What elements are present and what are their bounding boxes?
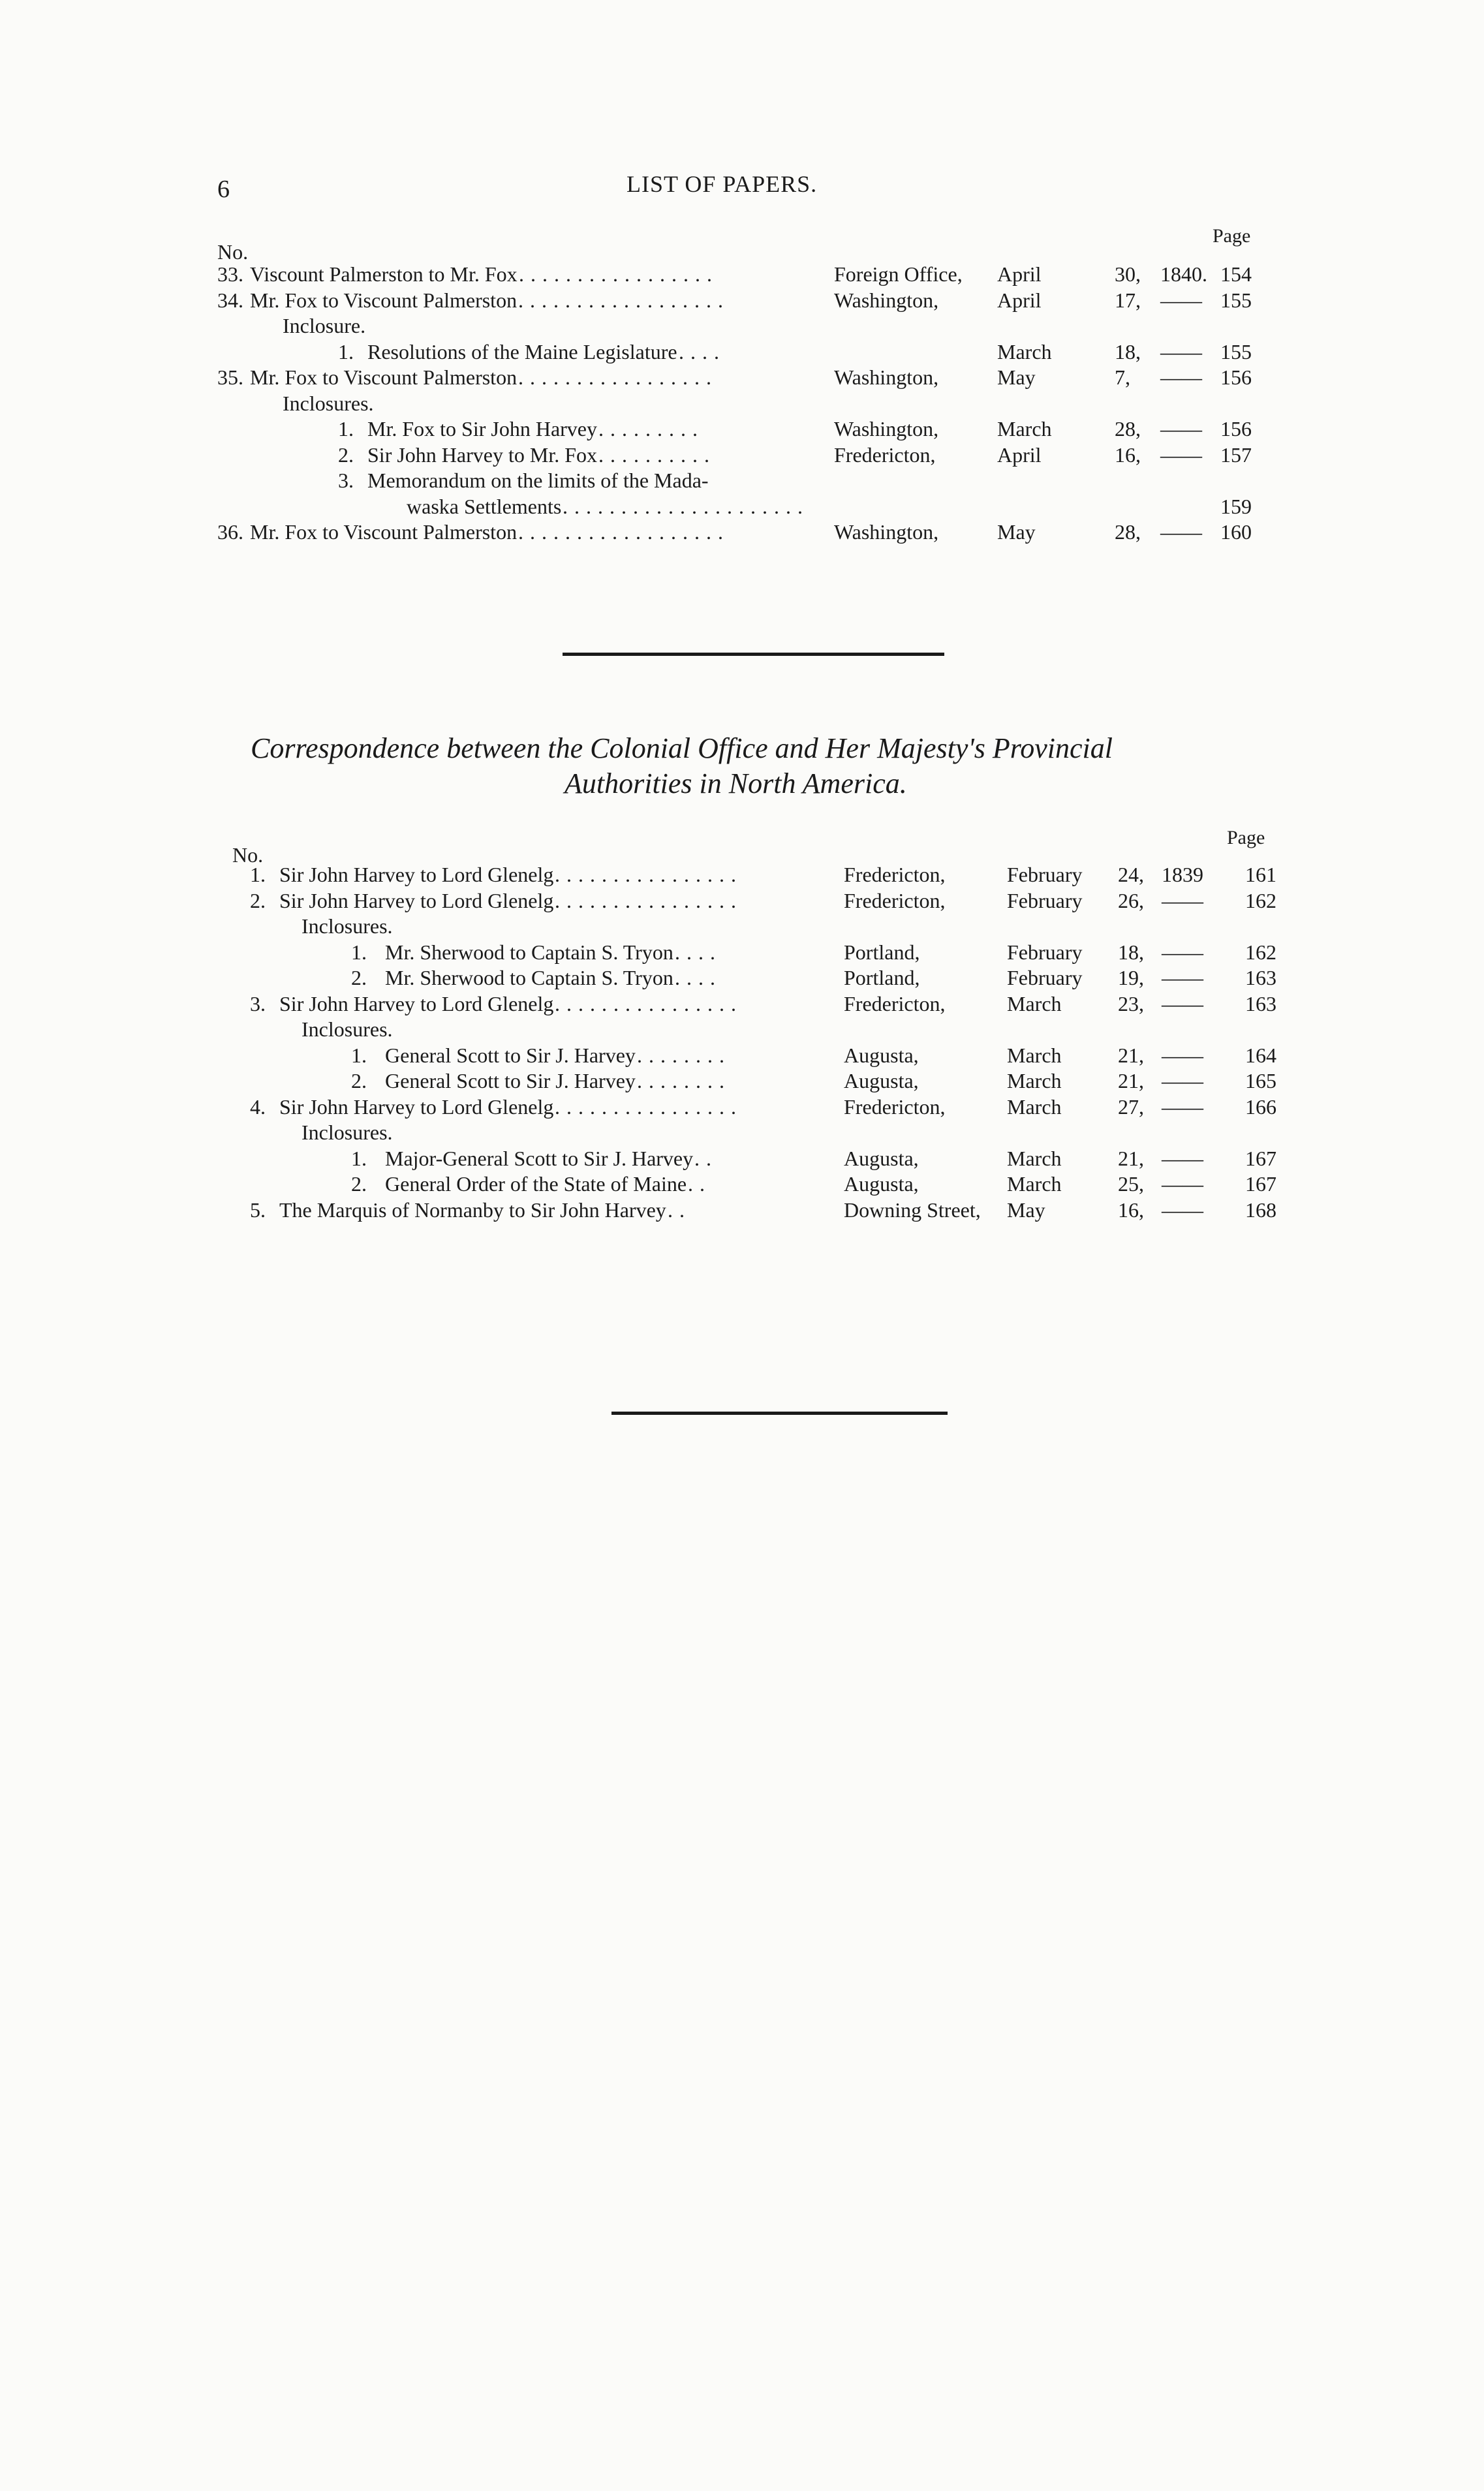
list-entry (0, 261, 1484, 287)
entry-day: 21, (1118, 1146, 1144, 1170)
entry-title: General Order of the State of Maine (385, 1172, 687, 1196)
list-entry (0, 1171, 1484, 1197)
inclosure-label: Inclosures. (301, 914, 393, 938)
entry-month: May (997, 520, 1036, 544)
leader-dots: . . . . . . . . . . (598, 442, 710, 467)
list-entry (0, 442, 1484, 468)
entry-place: Downing Street, (844, 1198, 981, 1222)
entry-page: 162 (1245, 888, 1276, 912)
entry-page: 154 (1220, 262, 1252, 286)
entry-title: waska Settlements (407, 494, 562, 518)
entry-number: 2. (338, 442, 354, 467)
list-entry (0, 416, 1484, 442)
list-entry (0, 1197, 1484, 1223)
entry-title: Mr. Fox to Viscount Palmerston (250, 520, 518, 544)
running-head: LIST OF PAPERS. (626, 171, 818, 197)
entry-page: 163 (1245, 991, 1276, 1015)
entry-month: March (1007, 1043, 1062, 1067)
list-entry (0, 1068, 1484, 1094)
entry-title: Mr. Sherwood to Captain S. Tryon (385, 966, 673, 989)
inclosure-label: Inclosures. (283, 391, 374, 415)
entry-number: 35. (217, 365, 243, 389)
leader-dots: . . . . . . . . . . . . . . . . (555, 888, 737, 912)
inclosure-heading (0, 1016, 1484, 1042)
entry-month: February (1007, 863, 1083, 886)
entry-number: 2. (351, 966, 367, 989)
entry-month: March (997, 417, 1052, 441)
leader-dots: . . . . . . . . . . . . . . . . . . (518, 520, 724, 544)
entry-year: —— (1160, 520, 1202, 544)
entry-number: 2. (250, 888, 266, 912)
inclosure-heading (0, 1119, 1484, 1145)
leader-dots: . . (668, 1198, 685, 1222)
leader-dots: . . . . . . . . . . . . . . . . . (519, 262, 713, 286)
entry-month: April (997, 262, 1042, 286)
entry-place: Augusta, (844, 1069, 919, 1092)
entry-number: 1. (338, 417, 354, 441)
list-entry (0, 519, 1484, 545)
section2-page-label: Page (1227, 827, 1265, 848)
section2-heading-line1: Correspondence between the Colonial Office and Her Majesty's Provincial (251, 732, 1113, 764)
entry-page: 163 (1245, 966, 1276, 989)
entry-number: 5. (250, 1198, 266, 1222)
entry-title: Mr. Fox to Viscount Palmerston (250, 365, 518, 389)
section1-list (0, 261, 1484, 548)
entry-place: Fredericton, (844, 1094, 946, 1119)
section1-no-label: No. (217, 240, 249, 264)
entry-month: March (997, 339, 1052, 364)
entry-number: 2. (351, 1172, 367, 1196)
entry-place: Augusta, (844, 1043, 919, 1067)
divider-rule-1 (563, 653, 944, 656)
entry-title: Sir John Harvey to Mr. Fox (367, 442, 597, 467)
entry-year: —— (1160, 365, 1202, 389)
entry-number: 1. (338, 339, 354, 364)
entry-title: Sir John Harvey to Lord Glenelg (279, 1094, 554, 1119)
list-entry (0, 493, 1484, 519)
list-entry (0, 287, 1484, 313)
entry-month: May (997, 365, 1036, 389)
leader-dots: . . . . . . . . . (598, 417, 698, 441)
section1-page-label: Page (1213, 225, 1251, 247)
entry-number: 4. (250, 1094, 266, 1119)
entry-day: 28, (1115, 417, 1141, 441)
leader-dots: . . . . (675, 966, 716, 989)
entry-page: 155 (1220, 339, 1252, 364)
entry-day: 28, (1115, 520, 1141, 544)
entry-place: Portland, (844, 940, 920, 964)
entry-title: Mr. Fox to Viscount Palmerston (250, 288, 518, 312)
entry-year: —— (1162, 966, 1203, 989)
entry-day: 26, (1118, 888, 1144, 912)
entry-year: —— (1162, 940, 1203, 964)
entry-number: 3. (250, 991, 266, 1015)
entry-title: Sir John Harvey to Lord Glenelg (279, 888, 554, 912)
leader-dots: . . . . . . . . . . . . . . . . . (518, 365, 712, 389)
entry-place: Fredericton, (834, 442, 936, 467)
list-entry (0, 888, 1484, 914)
entry-number: 36. (217, 520, 243, 544)
entry-day: 17, (1115, 288, 1141, 312)
leader-dots: . . . . . . . . . . . . . . . . (555, 991, 737, 1015)
list-entry (0, 1042, 1484, 1068)
list-entry (0, 364, 1484, 390)
entry-year: —— (1162, 1094, 1203, 1119)
entry-year: —— (1160, 442, 1202, 467)
entry-place: Washington, (834, 520, 939, 544)
entry-page: 167 (1245, 1146, 1276, 1170)
entry-year: —— (1160, 417, 1202, 441)
entry-place: Foreign Office, (834, 262, 963, 286)
entry-month: April (997, 442, 1042, 467)
entry-number: 33. (217, 262, 243, 286)
inclosure-heading (0, 313, 1484, 339)
entry-month: March (1007, 1094, 1062, 1119)
entry-place: Washington, (834, 288, 939, 312)
entry-page: 162 (1245, 940, 1276, 964)
inclosure-heading (0, 913, 1484, 939)
entry-place: Augusta, (844, 1172, 919, 1196)
inclosure-label: Inclosure. (283, 314, 366, 337)
entry-place: Washington, (834, 417, 939, 441)
entry-month: February (1007, 940, 1083, 964)
list-entry (0, 339, 1484, 365)
leader-dots: . . . . . . . . (637, 1069, 725, 1092)
leader-dots: . . . . . . . . . . . . . . . . . . . . . (563, 494, 803, 518)
entry-month: April (997, 288, 1042, 312)
entry-title: Major-General Scott to Sir J. Harvey (385, 1146, 694, 1170)
entry-place: Fredericton, (844, 863, 946, 886)
entry-month: March (1007, 991, 1062, 1015)
entry-title: Viscount Palmerston to Mr. Fox (250, 262, 518, 286)
entry-day: 7, (1115, 365, 1130, 389)
leader-dots: . . . . . . . . . . . . . . . . (555, 1094, 737, 1119)
section2-no-label: No. (232, 843, 264, 867)
entry-day: 25, (1118, 1172, 1144, 1196)
entry-number: 3. (338, 469, 354, 492)
entry-day: 18, (1115, 339, 1141, 364)
entry-page: 167 (1245, 1172, 1276, 1196)
list-entry (0, 1094, 1484, 1120)
entry-title: Sir John Harvey to Lord Glenelg (279, 863, 554, 886)
entry-number: 2. (351, 1069, 367, 1092)
entry-month: February (1007, 966, 1083, 989)
entry-page: 159 (1220, 494, 1252, 518)
entry-year: 1839 (1162, 863, 1203, 886)
entry-page: 165 (1245, 1069, 1276, 1092)
entry-year: —— (1162, 1146, 1203, 1170)
list-entry (0, 467, 1484, 493)
entry-number: 1. (351, 1146, 367, 1170)
entry-day: 19, (1118, 966, 1144, 989)
entry-year: 1840. (1160, 262, 1207, 286)
entry-year: —— (1160, 288, 1202, 312)
entry-page: 160 (1220, 520, 1252, 544)
leader-dots: . . . . (679, 339, 720, 364)
entry-title: The Marquis of Normanby to Sir John Harvey (279, 1198, 666, 1222)
leader-dots: . . . . . . . . (637, 1043, 725, 1067)
entry-day: 30, (1115, 262, 1141, 286)
entry-title: Memorandum on the limits of the Mada- (367, 469, 709, 492)
entry-page: 155 (1220, 288, 1252, 312)
section2-heading-line2: Authorities in North America. (564, 767, 907, 799)
entry-title: Sir John Harvey to Lord Glenelg (279, 991, 554, 1015)
entry-title: Mr. Sherwood to Captain S. Tryon (385, 940, 673, 964)
entry-page: 164 (1245, 1043, 1276, 1067)
entry-year: —— (1162, 1069, 1203, 1092)
entry-day: 27, (1118, 1094, 1144, 1119)
leader-dots: . . . . (675, 940, 716, 964)
entry-page: 161 (1245, 863, 1276, 886)
entry-number: 34. (217, 288, 243, 312)
entry-page: 166 (1245, 1094, 1276, 1119)
entry-place: Washington, (834, 365, 939, 389)
inclosure-label: Inclosures. (301, 1121, 393, 1144)
entry-month: March (1007, 1172, 1062, 1196)
entry-month: February (1007, 888, 1083, 912)
entry-place: Portland, (844, 966, 920, 989)
entry-number: 1. (351, 1043, 367, 1067)
inclosure-label: Inclosures. (301, 1017, 393, 1041)
entry-year: —— (1162, 1043, 1203, 1067)
list-entry (0, 991, 1484, 1017)
entry-day: 21, (1118, 1069, 1144, 1092)
leader-dots: . . . . . . . . . . . . . . . . . . (518, 288, 724, 312)
leader-dots: . . (694, 1146, 712, 1170)
inclosure-heading (0, 390, 1484, 416)
entry-day: 18, (1118, 940, 1144, 964)
entry-year: —— (1162, 1198, 1203, 1222)
leader-dots: . . (688, 1172, 705, 1196)
entry-title: General Scott to Sir J. Harvey (385, 1043, 636, 1067)
entry-day: 23, (1118, 991, 1144, 1015)
list-entry (0, 861, 1484, 888)
entry-number: 1. (351, 940, 367, 964)
entry-place: Fredericton, (844, 991, 946, 1015)
section2-list (0, 861, 1484, 1227)
entry-title: General Scott to Sir J. Harvey (385, 1069, 636, 1092)
entry-place: Augusta, (844, 1146, 919, 1170)
entry-month: March (1007, 1146, 1062, 1170)
page-number: 6 (217, 176, 230, 203)
entry-day: 16, (1118, 1198, 1144, 1222)
list-entry (0, 965, 1484, 991)
entry-day: 21, (1118, 1043, 1144, 1067)
entry-month: March (1007, 1069, 1062, 1092)
leader-dots: . . . . . . . . . . . . . . . . (555, 863, 737, 886)
entry-month: May (1007, 1198, 1045, 1222)
entry-number: 1. (250, 863, 266, 886)
entry-year: —— (1162, 991, 1203, 1015)
divider-rule-2 (611, 1412, 948, 1415)
entry-year: —— (1162, 888, 1203, 912)
entry-title: Resolutions of the Maine Legislature (367, 339, 677, 364)
entry-day: 24, (1118, 863, 1144, 886)
list-entry (0, 1145, 1484, 1171)
entry-page: 157 (1220, 442, 1252, 467)
entry-year: —— (1160, 339, 1202, 364)
entry-day: 16, (1115, 442, 1141, 467)
entry-place: Fredericton, (844, 888, 946, 912)
entry-page: 156 (1220, 417, 1252, 441)
entry-page: 168 (1245, 1198, 1276, 1222)
entry-year: —— (1162, 1172, 1203, 1196)
entry-page: 156 (1220, 365, 1252, 389)
list-entry (0, 939, 1484, 965)
entry-title: Mr. Fox to Sir John Harvey (367, 417, 597, 441)
